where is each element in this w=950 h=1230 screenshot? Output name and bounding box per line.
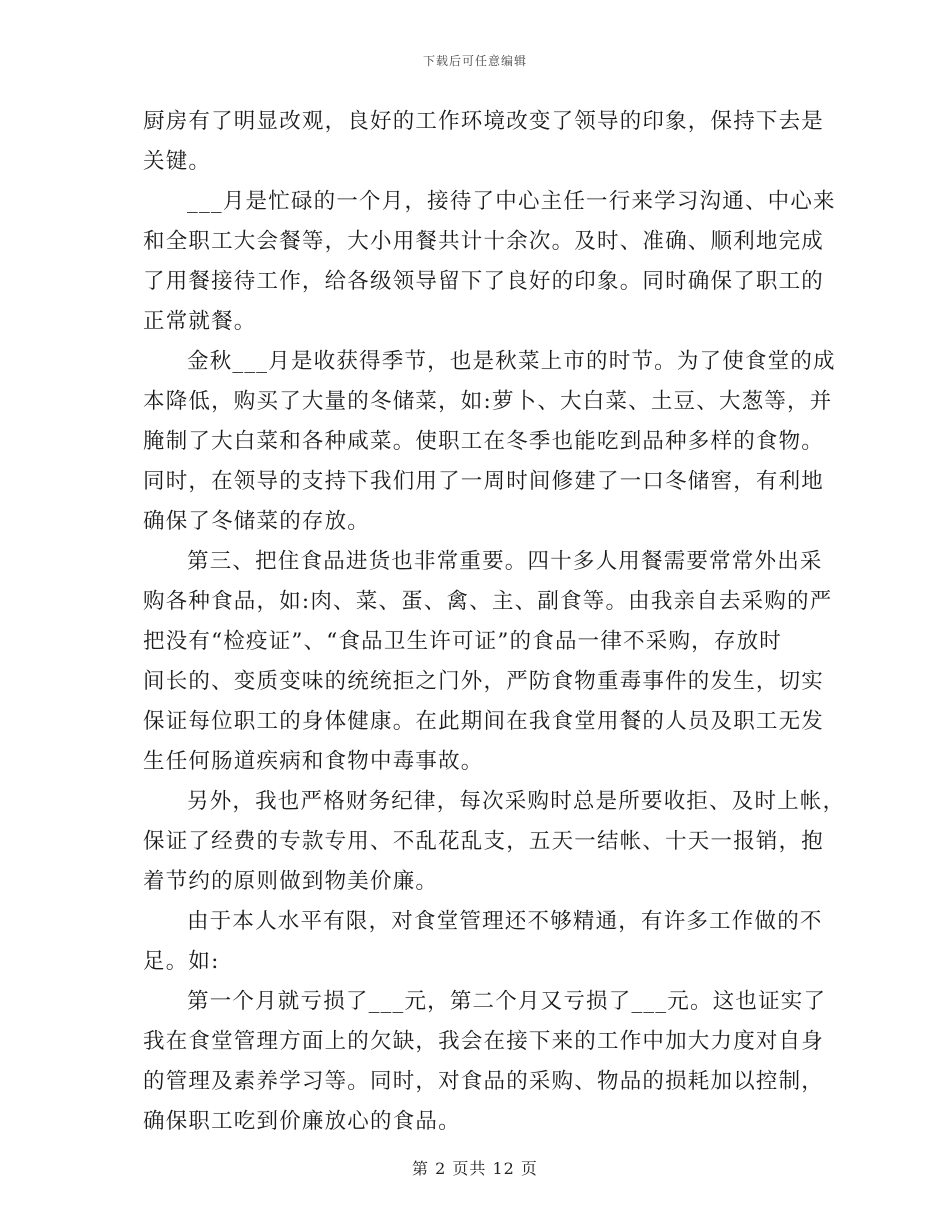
paragraph-line: 我在食堂管理方面上的欠缺，我会在接下来的工作中加大力度对自身 — [143, 1029, 825, 1054]
paragraph-line: 正常就餐。 — [143, 309, 257, 334]
paragraph-line: 厨房有了明显改观，良好的工作环境改变了领导的印象，保持下去是 — [143, 109, 825, 134]
paragraph-line: 腌制了大白菜和各种咸菜。使职工在冬季也能吃到品种多样的食物。 — [143, 429, 825, 454]
paragraph-line: 保证每位职工的身体健康。在此期间在我食堂用餐的人员及职工无发 — [143, 709, 825, 734]
paragraph-line: 保证了经费的专款专用、不乱花乱支，五天一结帐、十天一报销，抱 — [143, 829, 825, 854]
paragraph — [143, 542, 833, 782]
paragraph-line: 购各种食品，如:肉、菜、蛋、禽、主、副食等。由我亲自去采购的严 — [143, 589, 833, 614]
paragraph-line: 同时，在领导的支持下我们用了一周时间修建了一口冬储窖，有利地 — [143, 469, 825, 494]
paragraph — [143, 902, 823, 982]
paragraph — [143, 342, 836, 542]
paragraph-line: 了用餐接待工作，给各级领导留下了良好的印象。同时确保了职工的 — [143, 269, 825, 294]
page-number: 第 2 页共 12 页 — [412, 1159, 538, 1178]
paragraph-line: 着节约的原则做到物美价廉。 — [143, 869, 439, 894]
paragraph-line: 间长的、变质变味的统统拒之门外，严防食物重毒事件的发生，切实 — [143, 669, 825, 694]
paragraph-line: 的管理及素养学习等。同时，对食品的采购、物品的损耗加以控制， — [143, 1069, 825, 1094]
paragraph-line: 关键。 — [143, 149, 212, 174]
paragraph — [143, 782, 846, 902]
paragraph — [143, 102, 825, 182]
paragraph-line: 本降低，购买了大量的冬储菜，如:萝卜、大白菜、土豆、大葱等，并 — [143, 389, 833, 414]
page-header: 下载后可任意编辑 — [422, 54, 527, 68]
paragraph-line: 和全职工大会餐等，大小用餐共计十余次。及时、准确、顺利地完成 — [143, 229, 825, 254]
paragraph-line: 由于本人水平有限，对食堂管理还不够精通，有许多工作做的不 — [187, 909, 823, 934]
paragraph-line: 第一个月就亏损了___元，第二个月又亏损了___元。这也证实了 — [187, 989, 827, 1014]
paragraph-line: ___月是忙碌的一个月，接待了中心主任一行来学习沟通、中心来 — [187, 189, 836, 214]
paragraph-line: 确保了冬储菜的存放。 — [143, 509, 371, 534]
paragraph-line: 金秋___月是收获得季节，也是秋菜上市的时节。为了使食堂的成 — [187, 349, 836, 374]
paragraph-line: 确保职工吃到价廉放心的食品。 — [143, 1109, 461, 1134]
paragraph-line: 足。如: — [143, 949, 220, 974]
paragraph-line: 另外，我也严格财务纪律，每次采购时总是所要收拒、及时上帐， — [187, 789, 846, 814]
paragraph-line: 生任何肠道疾病和食物中毒事故。 — [143, 749, 484, 774]
paragraph-line: 第三、把住食品进货也非常重要。四十多人用餐需要常常外出采 — [187, 549, 823, 574]
paragraph — [143, 182, 836, 342]
paragraph-line: 把没有“检疫证”、“食品卫生许可证”的食品一律不采购，存放时 — [143, 629, 782, 654]
paragraph — [143, 982, 827, 1142]
document-body — [143, 102, 846, 1142]
